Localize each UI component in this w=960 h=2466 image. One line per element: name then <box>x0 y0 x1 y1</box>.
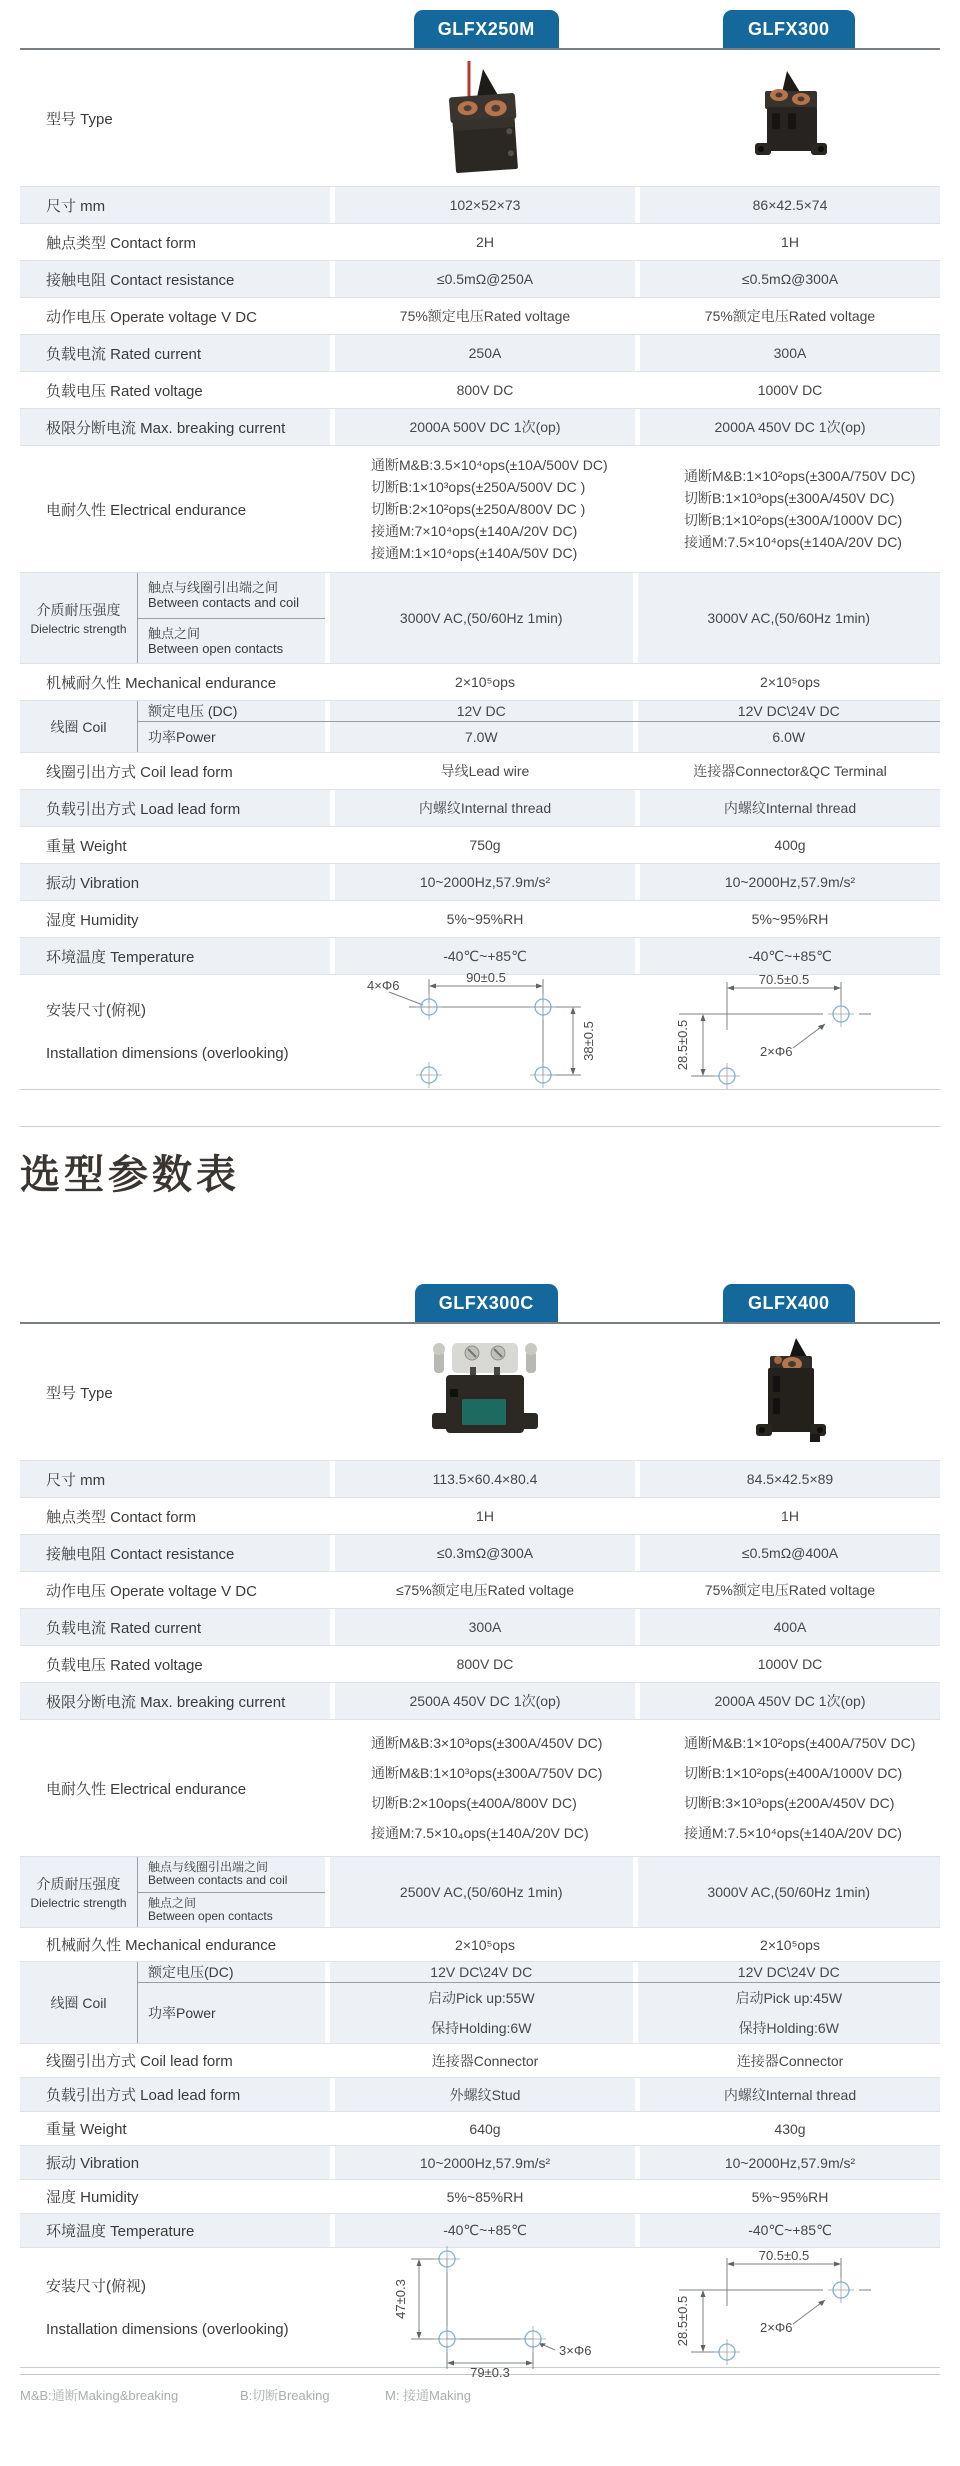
spec-row-coil-lead-form <box>20 2044 940 2078</box>
coil-rated-voltage-row: 额定电压 (DC) 12V DC 12V DC\24V DC <box>138 701 940 721</box>
spec-value-col1: 外螺纹Stud <box>335 2078 635 2111</box>
dim-holes-label: 2×Φ6 <box>760 1044 793 1059</box>
spec-row-load-lead-form <box>20 2078 940 2112</box>
spec-value-col1: 导线Lead wire <box>440 763 530 779</box>
spec-row-weight <box>20 2112 940 2146</box>
spec-value-col1: 300A <box>335 1609 635 1645</box>
spec-value-col1: 250A <box>335 335 635 371</box>
spec-label: 负载电压 Rated voltage <box>46 382 203 400</box>
spec-label: 接触电阻 Contact resistance <box>20 261 330 297</box>
spec-value-col2: 内螺纹Internal thread <box>640 790 940 826</box>
spec-value-col2: 84.5×42.5×89 <box>640 1461 940 1497</box>
spec-label: 极限分断电流 Max. breaking current <box>20 409 330 445</box>
spec-row-size <box>20 1461 940 1498</box>
dielectric-value-col2: 3000V AC,(50/60Hz 1min) <box>638 1857 941 1927</box>
dielectric-strength-row <box>20 573 940 664</box>
dim-width-label: 70.5±0.5 <box>758 2247 810 2263</box>
spec-row-contact-form <box>20 1498 940 1535</box>
spec-value-col1: 75%额定电压Rated voltage <box>399 308 571 324</box>
dielectric-sub1: 触点与线圈引出端之间 Between contacts and coil <box>138 1857 325 1893</box>
model-tab-row <box>20 1274 940 1324</box>
spec-table-glfx300c-glfx400 <box>20 1274 940 2379</box>
spec-label: 负载电压 Rated voltage <box>46 1656 203 1674</box>
spec-value-col2: 1H <box>781 1508 799 1524</box>
spec-value-col1: ≤75%额定电压Rated voltage <box>395 1582 575 1598</box>
dielectric-value-col1: 3000V AC,(50/60Hz 1min) <box>330 573 633 663</box>
spec-row-vibration <box>20 864 940 901</box>
spec-row-rated-current <box>20 335 940 372</box>
dielectric-sublabels <box>137 1857 325 1927</box>
dim-height-label: 28.5±0.5 <box>675 1019 690 1071</box>
spec-value-col2: 2×10⁵ops <box>760 674 820 690</box>
spec-value-col2: 5%~95%RH <box>751 2188 829 2205</box>
spec-value-col2: 300A <box>640 335 940 371</box>
dim-height-label: 28.5±0.5 <box>675 2295 690 2346</box>
spec-row-humidity <box>20 2180 940 2214</box>
dim-height-label: 38±0.5 <box>581 1021 596 1061</box>
spec-value-col2: 430g <box>774 2120 806 2137</box>
legend-breaking: B:切断Breaking <box>240 2388 330 2403</box>
coil-power-row: 功率Power 7.0W 6.0W <box>138 721 940 752</box>
spec-label: 湿度 Humidity <box>46 911 139 929</box>
dim-holes-label: 4×Φ6 <box>367 978 400 993</box>
spec-label: 环境温度 Temperature <box>20 2214 330 2247</box>
spec-label: 极限分断电流 Max. breaking current <box>20 1683 330 1719</box>
spec-label: 电耐久性 Electrical endurance <box>46 501 247 519</box>
section-heading: 选型参数表 <box>20 1153 240 1197</box>
spec-value-col2: 1H <box>781 234 799 250</box>
spec-row-rated-voltage <box>20 372 940 409</box>
mechanical-endurance-row <box>20 664 940 701</box>
spec-value-col1: ≤0.3mΩ@300A <box>335 1535 635 1571</box>
spec-value-col2: 2×10⁵ops <box>760 1936 820 1953</box>
spec-row-rated-current <box>20 1609 940 1646</box>
spec-value-col1: 2H <box>476 234 494 250</box>
dielectric-label: 介质耐压强度 Dielectric strength <box>20 573 137 663</box>
spec-row-humidity <box>20 901 940 938</box>
spec-row-operate-voltage <box>20 298 940 335</box>
spec-row-contact-resistance <box>20 1535 940 1572</box>
spec-value-col2: 连接器Connector <box>736 2052 844 2069</box>
coil-row <box>20 701 940 753</box>
spec-value-col2: 内螺纹Internal thread <box>640 2078 940 2111</box>
installation-dimensions-row <box>20 972 940 1090</box>
dielectric-value-col2: 3000V AC,(50/60Hz 1min) <box>638 573 941 663</box>
model-tab-glfx300c: GLFX300C <box>415 1284 558 1322</box>
spec-label: 环境温度 Temperature <box>20 938 330 974</box>
spec-row-operate-voltage <box>20 1572 940 1609</box>
spec-value-col1: 2000A 500V DC 1次(op) <box>335 409 635 445</box>
dim-height-label: 47±0.3 <box>393 2278 408 2319</box>
model-tab-glfx300: GLFX300 <box>723 10 855 48</box>
spec-label: 线圈引出方式 Coil lead form <box>46 2053 233 2070</box>
coil-rated-voltage-row: 额定电压(DC) 12V DC\24V DC 12V DC\24V DC <box>138 1962 940 1982</box>
spec-value-col2: 75%额定电压Rated voltage <box>704 308 876 324</box>
spec-value-col1: -40℃~+85℃ <box>335 938 635 974</box>
spec-value-col1: 640g <box>469 2120 501 2137</box>
spec-value-col2: 75%额定电压Rated voltage <box>704 1582 876 1598</box>
spec-row-contact-resistance <box>20 261 940 298</box>
dielectric-strength-row <box>20 1857 940 1928</box>
spec-value-col2: 连接器Connector&QC Terminal <box>693 763 887 779</box>
dielectric-sub2: 触点之间 Between open contacts <box>138 1893 325 1928</box>
mounting-diagram-glfx400 <box>675 2248 905 2368</box>
spec-value-col1: 102×52×73 <box>335 187 635 223</box>
coil-label: 线圈 Coil <box>20 701 137 752</box>
spec-value-col2: ≤0.5mΩ@300A <box>640 261 940 297</box>
spec-label: 动作电压 Operate voltage V DC <box>46 1582 257 1600</box>
dim-width-label: 79±0.3 <box>470 2364 510 2379</box>
spec-row-coil-lead-form <box>20 753 940 790</box>
spec-value-col1: 2×10⁵ops <box>455 1936 515 1953</box>
coil-row <box>20 1962 940 2044</box>
dim-holes-label: 2×Φ6 <box>760 2319 793 2335</box>
spec-row-load-lead-form <box>20 790 940 827</box>
dim-width-label: 90±0.5 <box>466 973 506 985</box>
spec-row-weight <box>20 827 940 864</box>
spec-label: 动作电压 Operate voltage V DC <box>46 308 257 326</box>
spec-value-col1: 2500A 450V DC 1次(op) <box>335 1683 635 1719</box>
spec-row-max-breaking-current <box>20 1683 940 1720</box>
mounting-diagram-glfx300 <box>675 972 905 1092</box>
spec-value-col2: ≤0.5mΩ@400A <box>640 1535 940 1571</box>
model-tab-row <box>20 0 940 50</box>
coil-power-row: 功率Power 启动Pick up:55W 保持Holding:6W 启动Pick up:45W 保持Holding:6W <box>138 1982 940 2043</box>
spec-label: 尺寸 mm <box>20 187 330 223</box>
installation-dimensions-row <box>20 2247 940 2379</box>
dielectric-sub1: 触点与线圈引出端之间 Between contacts and coil <box>138 573 325 619</box>
spec-value-col2: 86×42.5×74 <box>640 187 940 223</box>
type-label: 型号 Type <box>46 1384 113 1402</box>
spec-value-col1: 10~2000Hz,57.9m/s² <box>335 2146 635 2179</box>
type-row <box>20 1324 940 1461</box>
spec-value-col1: 10~2000Hz,57.9m/s² <box>335 864 635 900</box>
spec-row-temperature <box>20 938 940 975</box>
spec-value-col2: 5%~95%RH <box>751 911 829 927</box>
legend-making-breaking: M&B:通断Making&breaking <box>20 2388 179 2403</box>
spec-label: 尺寸 mm <box>20 1461 330 1497</box>
spec-value-col2: -40℃~+85℃ <box>640 938 940 974</box>
dielectric-value-col1: 2500V AC,(50/60Hz 1min) <box>330 1857 633 1927</box>
spec-value-col1: 5%~95%RH <box>446 911 524 927</box>
spec-label: 负载引出方式 Load lead form <box>20 790 330 826</box>
type-label: 型号 Type <box>46 110 113 128</box>
spec-label: 振动 Vibration <box>20 2146 330 2179</box>
electrical-endurance-row <box>20 1720 940 1857</box>
product-image-glfx400 <box>740 1334 840 1450</box>
spec-label: 重量 Weight <box>46 837 127 855</box>
spec-label: 接触电阻 Contact resistance <box>20 1535 330 1571</box>
spec-label: 重量 Weight <box>46 2121 127 2138</box>
spec-value-col2: -40℃~+85℃ <box>640 2214 940 2247</box>
spec-value-col1: 连接器Connector <box>431 2052 539 2069</box>
dielectric-sub2: 触点之间 Between open contacts <box>138 619 325 664</box>
spec-row-size <box>20 187 940 224</box>
dielectric-sublabels <box>137 573 325 663</box>
spec-value-col1: 113.5×60.4×80.4 <box>335 1461 635 1497</box>
section-heading-block <box>20 1126 940 1200</box>
spec-value-col2: 10~2000Hz,57.9m/s² <box>640 864 940 900</box>
installation-label: 安装尺寸(俯视) Installation dimensions (overlooking) <box>46 1002 289 1062</box>
spec-label: 触点类型 Contact form <box>46 234 197 252</box>
spec-value-col1: 2×10⁵ops <box>455 674 515 690</box>
dim-width-label: 70.5±0.5 <box>758 972 810 987</box>
spec-value-col1: ≤0.5mΩ@250A <box>335 261 635 297</box>
mounting-diagram-glfx300c <box>365 2237 605 2379</box>
spec-label: 机械耐久性 Mechanical endurance <box>46 674 277 692</box>
spec-value-col1: 5%~85%RH <box>446 2188 524 2205</box>
spec-value-col2: 400g <box>774 837 806 853</box>
endurance-col2: 通断M&B:1×10²ops(±400A/750V DC) 切断B:1×10²ops(±400A/1000V DC) 切断B:3×10³ops(±200A/450V DC) 接通M:7.5×10⁴ops(±140A/20V DC) <box>684 1735 916 1841</box>
mechanical-endurance-row <box>20 1928 940 1962</box>
spec-table-glfx250m-glfx300 <box>20 0 940 1090</box>
mounting-diagram-glfx250m <box>357 973 613 1091</box>
model-tab-glfx400: GLFX400 <box>723 1284 855 1322</box>
spec-value-col1: -40℃~+85℃ <box>335 2214 635 2247</box>
spec-label: 振动 Vibration <box>20 864 330 900</box>
spec-label: 电耐久性 Electrical endurance <box>46 1780 247 1798</box>
spec-row-max-breaking-current <box>20 409 940 446</box>
legend-footer <box>20 2374 940 2404</box>
spec-label: 负载引出方式 Load lead form <box>20 2078 330 2111</box>
spec-row-vibration <box>20 2146 940 2180</box>
spec-label: 线圈引出方式 Coil lead form <box>46 763 233 781</box>
spec-row-contact-form <box>20 224 940 261</box>
dim-holes-label: 3×Φ6 <box>559 2342 592 2358</box>
spec-value-col2: 1000V DC <box>757 382 823 398</box>
legend-making: M: 接通Making <box>385 2388 471 2403</box>
spec-value-col2: 400A <box>640 1609 940 1645</box>
spec-label: 机械耐久性 Mechanical endurance <box>46 1937 277 1954</box>
spec-value-col1: 1H <box>476 1508 494 1524</box>
installation-label: 安装尺寸(俯视) Installation dimensions (overlooking) <box>46 2277 289 2338</box>
spec-label: 负载电流 Rated current <box>20 335 330 371</box>
spec-value-col2: 2000A 450V DC 1次(op) <box>640 1683 940 1719</box>
endurance-col2: 通断M&B:1×10²ops(±300A/750V DC) 切断B:1×10³ops(±300A/450V DC) 切断B:1×10²ops(±300A/1000V DC) 接通M:7.5×10⁴ops(±140A/20V DC) <box>684 468 916 550</box>
product-image-glfx250m <box>425 57 545 179</box>
spec-value-col2: 2000A 450V DC 1次(op) <box>640 409 940 445</box>
endurance-col1: 通断M&B:3.5×10⁴ops(±10A/500V DC) 切断B:1×10³ops(±250A/500V DC ) 切断B:2×10²ops(±250A/800V DC ) 接通M:7×10⁴ops(±140A/20V DC) 接通M:1×10⁴ops(±140A/50V DC) <box>371 457 608 561</box>
spec-value-col1: 800V DC <box>456 382 514 398</box>
spec-value-col1: 内螺纹Internal thread <box>335 790 635 826</box>
product-image-glfx300c <box>410 1337 560 1447</box>
product-image-glfx300 <box>735 63 845 173</box>
dielectric-label: 介质耐压强度 Dielectric strength <box>20 1857 137 1927</box>
spec-value-col1: 800V DC <box>456 1656 514 1672</box>
electrical-endurance-row <box>20 446 940 573</box>
spec-value-col2: 10~2000Hz,57.9m/s² <box>640 2146 940 2179</box>
spec-row-rated-voltage <box>20 1646 940 1683</box>
endurance-col1: 通断M&B:3×10³ops(±300A/450V DC) 通断M&B:1×10³ops(±300A/750V DC) 切断B:2×10ops(±400A/800V DC) 接通M:7.5×10₄ops(±140A/20V DC) <box>371 1735 603 1841</box>
spec-value-col1: 750g <box>469 837 501 853</box>
spec-label: 负载电流 Rated current <box>20 1609 330 1645</box>
coil-label: 线圈 Coil <box>20 1962 137 2043</box>
spec-value-col2: 1000V DC <box>757 1656 823 1672</box>
model-tab-glfx250m: GLFX250M <box>414 10 559 48</box>
spec-label: 湿度 Humidity <box>46 2189 139 2206</box>
type-row <box>20 50 940 187</box>
spec-label: 触点类型 Contact form <box>46 1508 197 1526</box>
